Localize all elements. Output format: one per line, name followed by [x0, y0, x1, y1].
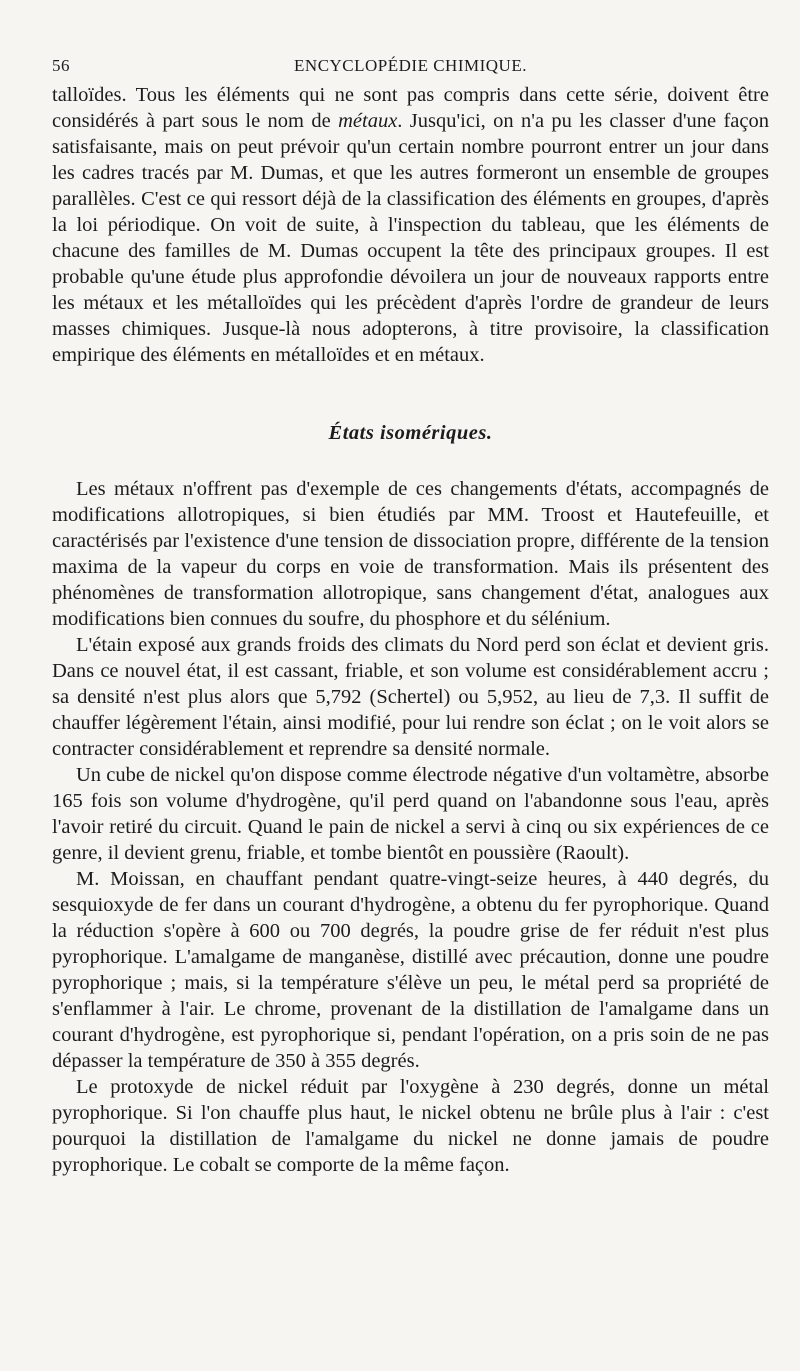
intro-text-start: talloïdes. Tous les éléments qui ne sont pas compris dans cette série, doivent être considérés à part sous le nom de	[52, 84, 769, 132]
paragraph-nickel-cube: Un cube de nickel qu'on dispose comme électrode négative d'un voltamètre, absorbe 165 fois son volume d'hydrogène, qu'il perd quand on l'abandonne sous l'eau, après l'avoir retiré du circuit. Quand le pain de nickel a servi à cinq ou six expériences de ce genre, il devient grenu, friable, et tombe bientôt en poussière (Raoult).	[52, 764, 769, 864]
paragraph-moissan: M. Moissan, en chauffant pendant quatre-vingt-seize heures, à 440 degrés, du sesquioxyde de fer dans un courant d'hydrogène, a obtenu du fer pyrophorique. Quand la réduction s'opère à 600 ou 700 degrés, la poudre grise de fer réduit n'est plus pyrophorique. L'amalgame de manganèse, distillé avec précaution, donne une poudre pyrophorique ; mais, si la température s'élève un peu, le métal perd sa propriété de s'enflammer à l'air. Le chrome, provenant de la distillation de l'amalgame dans un courant d'hydrogène, est pyrophorique si, pendant l'opération, on a pris soin de ne pas dépasser la température de 350 à 355 degrés.	[52, 868, 769, 1072]
paragraph-tin: L'étain exposé aux grands froids des climats du Nord perd son éclat et devient gris. Dans ce nouvel état, il est cassant, friable, et son volume est considérablement accru ; sa densité n'est plus alors que 5,792 (Schertel) ou 5,952, au lieu de 7,3. Il suffit de chauffer légèrement l'étain, ainsi modifié, pour lui rendre son éclat ; on le voit alors se contracter considérablement et reprendre sa densité normale.	[52, 634, 769, 760]
paragraph-metal-states: Les métaux n'offrent pas d'exemple de ces changements d'états, accompagnés de modifications allotropiques, si bien étudiés par MM. Troost et Hautefeuille, et caractérisés par l'existence d'une tension de dissociation propre, différente de la tension maxima de la vapeur du corps en voie de transformation. Mais ils présentent des phénomènes de transformation allotropique, sans changement d'état, analogues aux modifications bien connues du soufre, du phosphore et du sélénium.	[52, 478, 769, 630]
intro-emphasis: métaux	[338, 110, 398, 132]
intro-paragraph	[52, 82, 769, 368]
book-page	[52, 56, 769, 1178]
section-heading: États isomériques.	[328, 422, 493, 444]
running-head	[52, 56, 769, 82]
paragraph-nickel-protoxide: Le protoxyde de nickel réduit par l'oxygène à 230 degrés, donne un métal pyrophorique. Si l'on chauffe plus haut, le nickel obtenu ne brûle plus à l'air : c'est pourquoi la distillation de l'amalgame du nickel ne donne jamais de poudre pyrophorique. Le cobalt se comporte de la même façon.	[52, 1076, 769, 1176]
intro-text-end: . Jusqu'ici, on n'a pu les classer d'une façon satisfaisante, mais on peut prévoir qu'un certain nombre pourront entrer un jour dans les cadres tracés par M. Dumas, et que les autres formeront un ensemble de groupes parallèles. C'est ce qui ressort déjà de la classification des éléments en groupes, d'après la loi périodique. On voit de suite, à l'inspection du tableau, que les éléments de chacune des familles de M. Dumas occupent la tête des principaux groupes. Il est probable qu'une étude plus approfondie dévoilera un jour de nouveaux rapports entre les métaux et les métalloïdes qui les précèdent d'après l'ordre de grandeur de leurs masses chimiques. Jusque-là nous adopterons, à titre provisoire, la classification empirique des éléments en métalloïdes et en métaux.	[52, 110, 770, 366]
page-number: 56	[52, 56, 70, 75]
running-title: ENCYCLOPÉDIE CHIMIQUE.	[294, 56, 527, 75]
